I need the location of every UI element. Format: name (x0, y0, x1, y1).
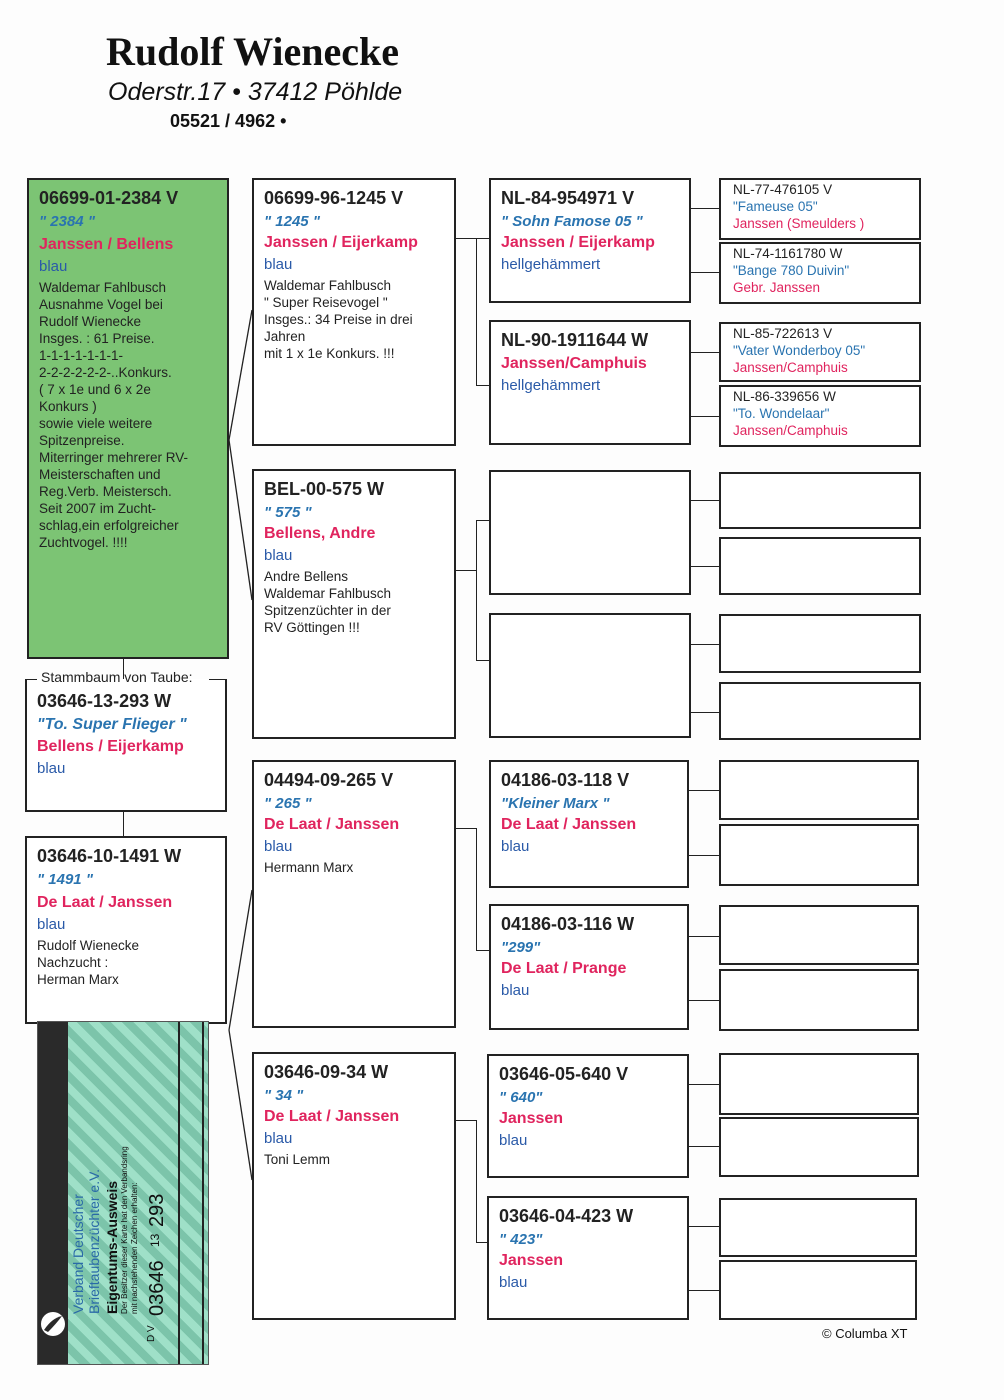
card-org: Verband Deutscher (70, 1194, 86, 1314)
grandparent-color: blau (501, 838, 530, 855)
connector (476, 1120, 477, 1242)
grandparent-ring: 03646-05-640 V (499, 1064, 629, 1084)
grandparent-box-empty (489, 470, 691, 595)
connector (689, 1000, 719, 1001)
grandparent-box (489, 178, 691, 303)
parent-name: " 1245 " (264, 213, 320, 230)
grandparent-color: blau (499, 1274, 528, 1291)
grandparent-breeder: De Laat / Janssen (501, 816, 637, 833)
great-grandparent-ring: NL-86-339656 W (733, 389, 836, 404)
grandparent-box (489, 320, 691, 445)
grandparent-box-empty (489, 613, 691, 738)
parent-box (252, 760, 456, 1028)
main-bird-color: blau (39, 258, 68, 275)
great-grandparent-ring: NL-85-722613 V (733, 326, 833, 341)
parent-notes: Hermann Marx (264, 860, 354, 875)
great-grandparent-box-empty (719, 682, 921, 740)
connector (691, 500, 719, 501)
great-grandparent-box-empty (719, 824, 919, 886)
parent-box (252, 1052, 456, 1320)
grandparent-color: blau (499, 1132, 528, 1149)
sibling-bird-name: " 1491 " (37, 871, 93, 888)
grandparent-ring: NL-90-1911644 W (501, 330, 649, 350)
grandparent-color: hellgehämmert (501, 377, 601, 394)
grandparent-box (487, 1054, 689, 1178)
connector (476, 828, 477, 950)
sibling-bird-ring: 03646-10-1491 W (37, 846, 182, 866)
parent-ring: 03646-09-34 W (264, 1062, 389, 1082)
great-grandparent-breeder: Janssen/Camphuis (733, 423, 848, 438)
great-grandparent-name: "Fameuse 05" (733, 199, 818, 214)
sibling-bird-notes: Rudolf Wienecke Nachzucht : Herman Marx (37, 938, 140, 987)
grandparent-box (489, 904, 689, 1030)
grandparent-color: blau (501, 982, 530, 999)
connector (689, 855, 719, 856)
connector (476, 238, 477, 385)
subject-bird-color: blau (37, 760, 66, 777)
connector (689, 1290, 719, 1291)
great-grandparent-name: "To. Wondelaar" (733, 406, 830, 421)
connector (476, 520, 477, 660)
grandparent-ring: 04186-03-116 W (501, 914, 635, 934)
connector (691, 712, 719, 713)
connector (691, 416, 719, 417)
parent-color: blau (264, 547, 293, 564)
main-bird-notes: Waldemar Fahlbusch Ausnahme Vogel bei Rudolf Wienecke Insges. : 61 Preise. 1-1-1-1-1-1-1- 2-2-2-2-2-2-..Konkurs. ( 7 x 1e und 6 x 2e Konkurs ) sowie viele weitere Spitzenpreise. Miterringer mehrerer RV- Meisterschaften und Reg.Verb. Meistersch. Seit 2007 im Zucht- schlag,ein erfolgreicher Zuchtvogel. !!!! (39, 280, 189, 550)
great-grandparent-box (719, 322, 921, 382)
parent-ring: 06699-96-1245 V (264, 188, 404, 208)
parent-ring: 04494-09-265 V (264, 770, 394, 790)
great-grandparent-box-empty (719, 1260, 917, 1320)
main-bird-ring: 06699-01-2384 V (39, 188, 179, 208)
great-grandparent-box-empty (719, 905, 919, 965)
connector (456, 828, 476, 829)
parent-notes: Toni Lemm (264, 1152, 331, 1167)
pigeon-logo-icon (38, 1294, 68, 1354)
parent-color: blau (264, 838, 293, 855)
grandparent-breeder: Janssen / Eijerkamp (501, 234, 655, 251)
great-grandparent-breeder: Janssen/Camphuis (733, 360, 848, 375)
great-grandparent-box-empty (719, 537, 921, 595)
subject-bird-ring: 03646-13-293 W (37, 691, 172, 711)
connector (476, 950, 489, 951)
great-grandparent-breeder: Gebr. Janssen (733, 280, 821, 295)
connector (691, 644, 719, 645)
card-barcode (178, 1022, 204, 1364)
card-logo-strip (38, 1022, 68, 1364)
great-grandparent-box-empty (719, 1053, 919, 1115)
card-ring-year: 13 (148, 1233, 162, 1247)
great-grandparent-name: "Vater Wonderboy 05" (733, 343, 866, 358)
subject-bird-breeder: Bellens / Eijerkamp (37, 738, 184, 755)
breeder-phone: 05521 / 4962 • (170, 111, 287, 131)
parent-breeder: Janssen / Eijerkamp (264, 234, 418, 251)
great-grandparent-ring: NL-77-476105 V (733, 182, 833, 197)
connector (691, 272, 719, 273)
grandparent-breeder: Janssen (499, 1252, 564, 1269)
connector (691, 352, 719, 353)
parent-name: " 575 " (264, 504, 312, 521)
great-grandparent-box (719, 178, 921, 240)
grandparent-name: "299" (501, 939, 541, 956)
connector (456, 238, 476, 239)
main-bird-name: " 2384 " (39, 213, 95, 230)
great-grandparent-box-empty (719, 614, 921, 673)
connector (689, 1146, 719, 1147)
stammbaum-label: Stammbaum von Taube: (41, 669, 193, 685)
subject-bird-name: "To. Super Flieger " (37, 716, 187, 733)
connector (476, 385, 489, 386)
sibling-bird-color: blau (37, 916, 66, 933)
great-grandparent-breeder: Janssen (Smeulders ) (733, 216, 865, 231)
breeder-address: Oderstr.17 • 37412 Pöhlde (108, 78, 403, 106)
grandparent-color: hellgehämmert (501, 256, 601, 273)
parent-box (252, 178, 456, 446)
parent-name: " 265 " (264, 795, 312, 812)
great-grandparent-box-empty (719, 1117, 919, 1177)
connector (689, 790, 719, 791)
great-grandparent-box-empty (719, 969, 919, 1031)
connector (689, 1084, 719, 1085)
connector (689, 936, 719, 937)
ownership-card (37, 1021, 209, 1365)
great-grandparent-box (719, 242, 921, 304)
connector (691, 566, 719, 567)
connector (476, 520, 489, 521)
grandparent-breeder: Janssen/Camphuis (501, 355, 647, 372)
main-bird-breeder: Janssen / Bellens (39, 236, 174, 253)
parent-box (252, 469, 456, 739)
copyright: © Columba XT (822, 1326, 908, 1341)
connector (689, 1226, 719, 1227)
parent-breeder: De Laat / Janssen (264, 1108, 400, 1125)
card-dv: D V (146, 1325, 157, 1342)
parent-breeder: Bellens, Andre (264, 525, 376, 542)
card-fine-print: Der Besitzer dieser Karte hat den Verbandsring (120, 1146, 129, 1314)
grandparent-ring: 04186-03-118 V (501, 770, 630, 790)
grandparent-breeder: De Laat / Prange (501, 960, 627, 977)
great-grandparent-name: "Bange 780 Duivin" (733, 263, 850, 278)
card-fine-print-2: mit nachstehenden Zeichen erhalten: (130, 1182, 139, 1314)
parent-color: blau (264, 256, 293, 273)
card-org-2: Brieftaubenzüchter e.V. (86, 1168, 102, 1314)
grandparent-name: "Kleiner Marx " (501, 795, 610, 812)
grandparent-ring: NL-84-954971 V (501, 188, 635, 208)
great-grandparent-box-empty (719, 472, 921, 529)
card-title: Eigentums-Ausweis (104, 1180, 120, 1314)
grandparent-name: " Sohn Famose 05 " (501, 213, 643, 230)
great-grandparent-box (719, 385, 921, 447)
great-grandparent-box-empty (719, 1198, 917, 1257)
connector (456, 1120, 476, 1121)
grandparent-name: " 640" (499, 1089, 543, 1106)
parent-ring: BEL-00-575 W (264, 479, 385, 499)
card-ring-id: 293 (146, 1193, 168, 1227)
great-grandparent-ring: NL-74-1161780 W (733, 246, 843, 261)
great-grandparent-box-empty (719, 760, 919, 820)
card-ring-number: 03646 (146, 1260, 168, 1316)
connector (476, 660, 489, 661)
sibling-bird-breeder: De Laat / Janssen (37, 894, 173, 911)
parent-breeder: De Laat / Janssen (264, 816, 400, 833)
breeder-name-title: Rudolf Wienecke (106, 29, 399, 74)
grandparent-ring: 03646-04-423 W (499, 1206, 634, 1226)
connector (691, 208, 719, 209)
parent-color: blau (264, 1130, 293, 1147)
connector (476, 238, 489, 239)
grandparent-box (489, 760, 689, 888)
connector (456, 570, 476, 571)
grandparent-box (487, 1196, 689, 1320)
parent-name: " 34 " (264, 1087, 304, 1104)
parent-notes: Andre Bellens Waldemar Fahlbusch Spitzenzüchter in der RV Göttingen !!! (264, 569, 392, 635)
parent-notes: Waldemar Fahlbusch " Super Reisevogel " Insges.: 34 Preise in drei Jahren mit 1 x 1e Konkurs. !!! (264, 278, 413, 361)
grandparent-breeder: Janssen (499, 1110, 564, 1127)
grandparent-name: " 423" (499, 1231, 543, 1248)
